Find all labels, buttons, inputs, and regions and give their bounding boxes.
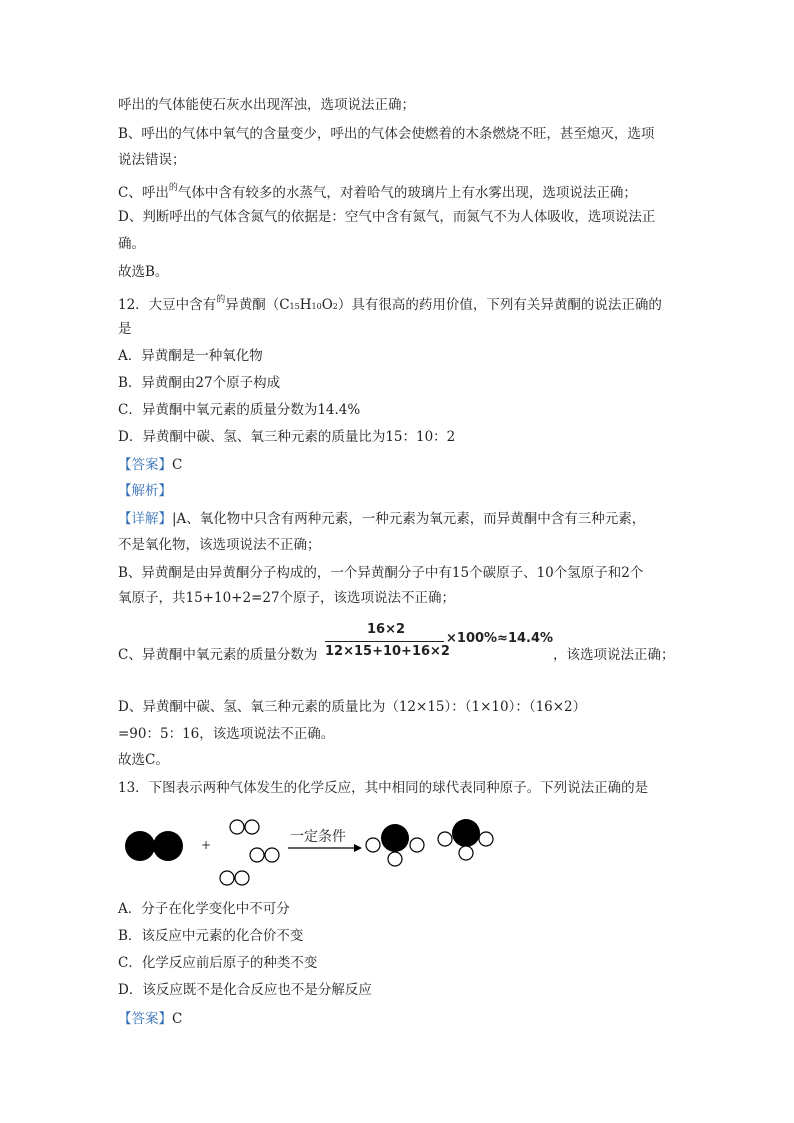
white-atom: [388, 852, 402, 866]
answer-value-2: C: [172, 1011, 183, 1027]
black-atom: [153, 831, 183, 861]
white-atom: [245, 820, 259, 834]
detail-tag: 【详解】: [118, 511, 172, 527]
q12-detail-d-2: =90：5：16，该选项说法不正确。: [118, 726, 335, 742]
q12-detail-d-1: D、异黄酮中碳、氢、氧三种元素的质量比为（12×15）：（1×10）：（16×2）: [118, 699, 587, 715]
sub-15: 15: [289, 302, 300, 311]
q12-analysis-tag: 【解析】: [118, 483, 172, 499]
answer-tag-2: 【答案】: [118, 1011, 172, 1027]
arrow-label: 一定条件: [290, 829, 346, 845]
q12-detail-1: [118, 510, 645, 528]
white-atom: [459, 846, 473, 860]
plus-sign: +: [201, 838, 212, 852]
line-1: 呼出的气体能使石灰水出现浑浊，选项说法正确；: [118, 97, 415, 113]
q12-detail-c-prefix: C、异黄酮中氧元素的质量分数为: [118, 647, 318, 663]
h-symbol: H: [299, 297, 312, 313]
q12-option-c: C．异黄酮中氧元素的质量分数为14.4%: [118, 402, 361, 418]
q12-detail-2: 不是氧化物，该选项说法不正确；: [118, 537, 321, 553]
line-4-end: 气体中含有较多的水蒸气，对着哈气的玻璃片上有水雾出现，选项说法正确；: [177, 185, 637, 201]
q12-name: 异黄酮（C: [225, 297, 290, 313]
sup-de: 的: [168, 183, 178, 193]
black-atom: [381, 824, 409, 852]
black-atom: [125, 831, 155, 861]
line-7: 故选B。: [118, 264, 169, 280]
detail-text: |A、氧化物中只含有两种元素，一种元素为氧元素，而异黄酮中含有三种元素，: [172, 511, 646, 527]
white-atom: [410, 838, 424, 852]
line-5: D、判断呼出的气体含氮气的依据是：空气中含有氮气，而氮气不为人体吸收，选项说法正: [118, 209, 656, 225]
q13-option-c: C．化学反应前后原子的种类不变: [118, 955, 318, 971]
q12-option-b: B．异黄酮由27个原子构成: [118, 375, 281, 391]
q12-stem: [118, 296, 662, 316]
q12-option-d: D．异黄酮中碳、氢、氧三种元素的质量比为15：10：2: [118, 429, 456, 445]
q12-detail-4: 氧原子，共15+10+2=27个原子，该选项说法不正确；: [118, 590, 456, 606]
q12-answer: [118, 456, 182, 474]
fraction-bar: [325, 641, 444, 642]
white-atom: [438, 832, 452, 846]
white-atom: [235, 871, 249, 885]
fraction-tail: ×100%≈14.4%: [446, 631, 554, 646]
white-atom: [265, 848, 279, 862]
answer-tag: 【答案】: [118, 457, 172, 473]
white-atom: [220, 871, 234, 885]
sup-de-2: 的: [216, 295, 226, 305]
q12-prefix: 12．大豆中含有: [118, 297, 217, 313]
q12-option-a: A．异黄酮是一种氧化物: [118, 348, 263, 364]
o-symbol: O: [321, 297, 333, 313]
white-atom: [479, 832, 493, 846]
line-3: 说法错误；: [118, 152, 186, 168]
fraction-numerator: 16×2: [367, 622, 406, 637]
reaction-diagram: [118, 808, 518, 890]
q13-option-d: D．该反应既不是化合反应也不是分解反应: [118, 982, 372, 998]
white-atom: [250, 848, 264, 862]
fraction: [325, 622, 554, 662]
answer-value: C: [172, 457, 183, 473]
line-4: [118, 184, 637, 204]
sub-10: 10: [311, 302, 322, 311]
arrow-head: [354, 844, 362, 852]
line-6: 确。: [118, 236, 145, 252]
line-4-start: C、呼出: [118, 185, 169, 201]
q13-answer: [118, 1010, 182, 1028]
q12-stem-cont: 是: [118, 321, 132, 337]
line-2: B、呼出的气体中氧气的含量变少，呼出的气体会使燃着的木条燃烧不旺，甚至熄灭，选项: [118, 126, 655, 142]
white-atom: [230, 820, 244, 834]
white-atom: [366, 838, 380, 852]
q13-option-b: B．该反应中元素的化合价不变: [118, 928, 304, 944]
q13-stem: 13．下图表示两种气体发生的化学反应，其中相同的球代表同种原子。下列说法正确的是: [118, 780, 649, 796]
q12-detail-3: B、异黄酮是由异黄酮分子构成的，一个异黄酮分子中有15个碳原子、10个氢原子和2个: [118, 565, 644, 581]
q12-rest: ）具有很高的药用价值，下列有关异黄酮的说法正确的: [337, 297, 662, 313]
black-atom: [452, 819, 480, 847]
q13-option-a: A．分子在化学变化中不可分: [118, 901, 290, 917]
sub-2: 2: [332, 302, 338, 311]
fraction-denominator: 12×15+10+16×2: [325, 644, 450, 659]
q12-detail-c-suffix: ，该选项说法正确；: [553, 647, 675, 663]
q12-detail-d-3: 故选C。: [118, 752, 169, 768]
